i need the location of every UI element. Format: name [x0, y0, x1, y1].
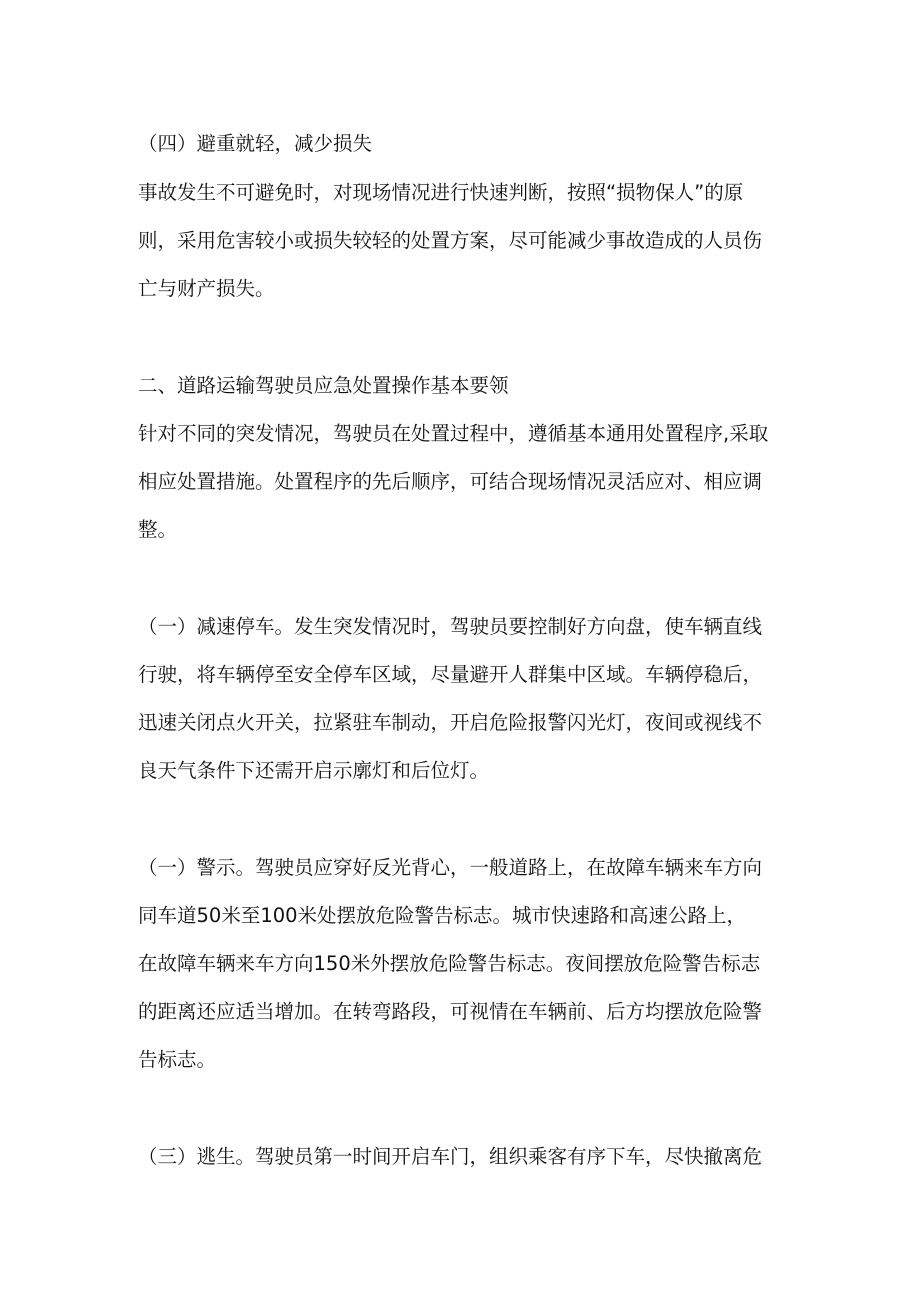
paragraph-line: （三）逃生。驾驶员第一时间开启车门，组织乘客有序下车，尽快撤离危 — [138, 1145, 763, 1168]
paragraph-line: 良天气条件下还需开启示廓灯和后位灯。 — [138, 759, 490, 782]
paragraph-line: 迅速关闭点火开关，拉紧驻车制动，开启危险报警闪光灯，夜间或视线不 — [138, 711, 763, 734]
paragraph-line: 亡与财产损失。 — [138, 277, 275, 300]
paragraph-line: 相应处置措施。处置程序的先后顺序，可结合现场情况灵活应对、相应调 — [138, 470, 763, 493]
paragraph-line: 则，采用危害较小或损失较轻的处置方案，尽可能减少事故造成的人员伤 — [138, 229, 763, 252]
paragraph-line: 整。 — [138, 518, 178, 541]
section-heading-four: （四）避重就轻，减少损失 — [138, 132, 373, 155]
paragraph-line: （一）减速停车。发生突发情况时，驾驶员要控制好方向盘，使车辆直线 — [138, 615, 763, 638]
paragraph-line: 同车道50米至100米处摆放危险警告标志。城市快速路和高速公路上， — [138, 904, 747, 927]
paragraph-line: （一）警示。驾驶员应穿好反光背心，一般道路上，在故障车辆来车方向 — [138, 856, 763, 879]
paragraph-line: 事故发生不可避免时，对现场情况进行快速判断，按照“损物保人”的原 — [138, 181, 744, 204]
paragraph-line: 在故障车辆来车方向150米外摆放危险警告标志。夜间摆放危险警告标志 — [138, 952, 761, 975]
paragraph-line: 的距离还应适当增加。在转弯路段，可视情在车辆前、后方均摆放危险警 — [138, 1000, 763, 1023]
paragraph-line: 告标志。 — [138, 1048, 217, 1071]
paragraph-line: 行驶，将车辆停至安全停车区域，尽量避开人群集中区域。车辆停稳后， — [138, 663, 763, 686]
paragraph-line: 针对不同的突发情况，驾驶员在处置过程中，遵循基本通用处置程序,采取 — [138, 422, 769, 445]
section-heading-two: 二、道路运输驾驶员应急处置操作基本要领 — [138, 374, 509, 397]
